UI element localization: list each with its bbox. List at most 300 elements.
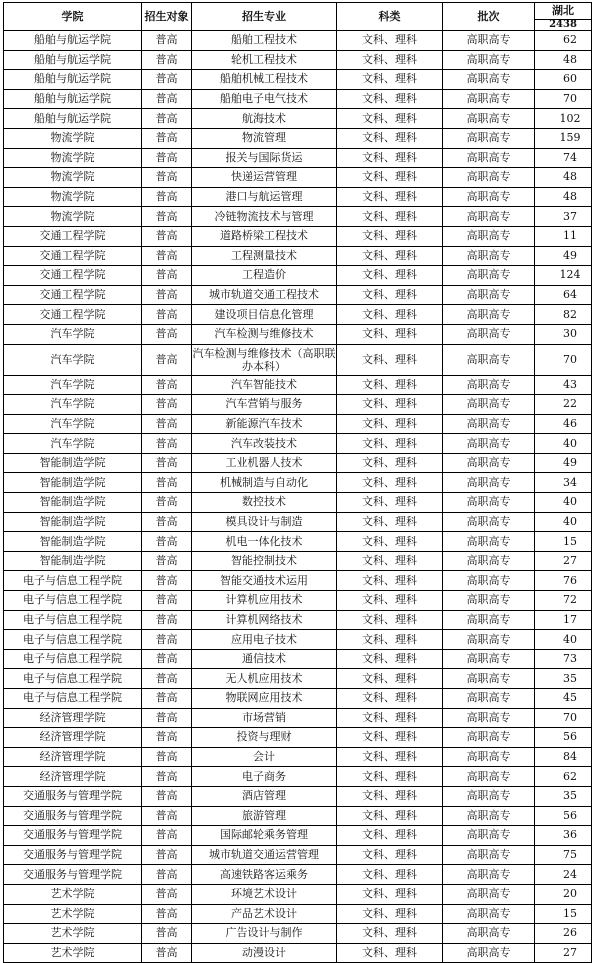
count-value: 17 — [563, 612, 577, 626]
batch-cell: 高职高专 — [443, 395, 535, 415]
college-cell: 电子与信息工程学院 — [4, 689, 142, 709]
college-cell: 经济管理学院 — [4, 767, 142, 787]
count-cell — [535, 512, 592, 532]
major-cell: 汽车改装技术 — [192, 434, 337, 454]
count-cell — [535, 434, 592, 454]
major-cell: 汽车智能技术 — [192, 375, 337, 395]
category-cell: 文科、理科 — [337, 924, 443, 944]
category-cell: 文科、理科 — [337, 689, 443, 709]
major-cell: 城市轨道交通运营管理 — [192, 845, 337, 865]
major-cell: 报关与国际货运 — [192, 148, 337, 168]
count-value: 76 — [563, 573, 577, 587]
table-row — [4, 904, 592, 924]
major-cell: 工业机器人技术 — [192, 453, 337, 473]
college-cell: 智能制造学院 — [4, 493, 142, 513]
category-cell: 文科、理科 — [337, 786, 443, 806]
table-row — [4, 434, 592, 454]
category-cell: 文科、理科 — [337, 473, 443, 493]
target-cell: 普高 — [142, 50, 192, 70]
batch-cell: 高职高专 — [443, 89, 535, 109]
target-cell: 普高 — [142, 512, 192, 532]
count-value: 36 — [563, 828, 577, 842]
batch-cell: 高职高专 — [443, 414, 535, 434]
count-value: 62 — [563, 769, 577, 783]
count-cell — [535, 532, 592, 552]
batch-cell: 高职高专 — [443, 344, 535, 375]
major-cell: 智能交通技术运用 — [192, 571, 337, 591]
table-row — [4, 532, 592, 552]
college-cell: 艺术学院 — [4, 904, 142, 924]
college-cell: 电子与信息工程学院 — [4, 571, 142, 591]
category-cell: 文科、理科 — [337, 395, 443, 415]
major-cell: 工程测量技术 — [192, 246, 337, 266]
table-row — [4, 31, 592, 51]
target-cell: 普高 — [142, 845, 192, 865]
batch-cell: 高职高专 — [443, 207, 535, 227]
batch-cell: 高职高专 — [443, 285, 535, 305]
major-cell: 汽车检测与维修技术 — [192, 324, 337, 344]
college-cell: 船舶与航运学院 — [4, 50, 142, 70]
target-header: 招生对象 — [142, 3, 192, 31]
target-cell: 普高 — [142, 324, 192, 344]
count-cell — [535, 630, 592, 650]
college-cell: 智能制造学院 — [4, 473, 142, 493]
major-cell: 船舶工程技术 — [192, 31, 337, 51]
batch-cell: 高职高专 — [443, 708, 535, 728]
major-cell: 应用电子技术 — [192, 630, 337, 650]
college-cell: 智能制造学院 — [4, 453, 142, 473]
count-value: 35 — [563, 671, 577, 685]
college-cell: 电子与信息工程学院 — [4, 669, 142, 689]
count-cell — [535, 207, 592, 227]
target-cell: 普高 — [142, 806, 192, 826]
count-cell — [535, 168, 592, 188]
category-cell: 文科、理科 — [337, 207, 443, 227]
category-cell: 文科、理科 — [337, 649, 443, 669]
batch-cell: 高职高专 — [443, 845, 535, 865]
batch-cell: 高职高专 — [443, 324, 535, 344]
major-cell: 港口与航运管理 — [192, 187, 337, 207]
major-cell: 市场营销 — [192, 708, 337, 728]
count-value: 27 — [563, 554, 577, 568]
category-cell: 文科、理科 — [337, 571, 443, 591]
college-cell: 交通服务与管理学院 — [4, 826, 142, 846]
batch-cell: 高职高专 — [443, 728, 535, 748]
college-cell: 交通工程学院 — [4, 285, 142, 305]
category-cell: 文科、理科 — [337, 532, 443, 552]
target-cell: 普高 — [142, 708, 192, 728]
batch-cell: 高职高专 — [443, 168, 535, 188]
count-cell — [535, 786, 592, 806]
count-value: 30 — [563, 327, 577, 341]
category-header: 科类 — [337, 3, 443, 31]
major-cell: 动漫设计 — [192, 943, 337, 963]
table-row — [4, 148, 592, 168]
college-cell: 艺术学院 — [4, 884, 142, 904]
count-value: 102 — [559, 111, 581, 125]
major-cell: 会计 — [192, 747, 337, 767]
category-cell: 文科、理科 — [337, 344, 443, 375]
count-cell — [535, 708, 592, 728]
target-cell: 普高 — [142, 786, 192, 806]
college-cell: 交通服务与管理学院 — [4, 865, 142, 885]
count-cell — [535, 826, 592, 846]
target-cell: 普高 — [142, 226, 192, 246]
college-cell: 艺术学院 — [4, 943, 142, 963]
major-cell: 数控技术 — [192, 493, 337, 513]
category-cell: 文科、理科 — [337, 826, 443, 846]
major-cell: 新能源汽车技术 — [192, 414, 337, 434]
table-row — [4, 453, 592, 473]
count-cell — [535, 884, 592, 904]
count-value: 22 — [563, 397, 577, 411]
province-total: 2438 — [535, 20, 592, 31]
college-cell: 汽车学院 — [4, 324, 142, 344]
college-cell: 交通工程学院 — [4, 305, 142, 325]
target-cell: 普高 — [142, 434, 192, 454]
target-cell: 普高 — [142, 187, 192, 207]
target-cell: 普高 — [142, 31, 192, 51]
count-cell — [535, 89, 592, 109]
count-value: 35 — [563, 789, 577, 803]
college-cell: 交通服务与管理学院 — [4, 806, 142, 826]
college-cell: 艺术学院 — [4, 924, 142, 944]
major-cell: 轮机工程技术 — [192, 50, 337, 70]
count-cell — [535, 689, 592, 709]
target-cell: 普高 — [142, 591, 192, 611]
category-cell: 文科、理科 — [337, 226, 443, 246]
college-cell: 交通服务与管理学院 — [4, 786, 142, 806]
category-cell: 文科、理科 — [337, 31, 443, 51]
college-cell: 智能制造学院 — [4, 532, 142, 552]
college-cell: 船舶与航运学院 — [4, 31, 142, 51]
count-value: 74 — [563, 150, 577, 164]
table-row — [4, 128, 592, 148]
batch-cell: 高职高专 — [443, 109, 535, 129]
table-row — [4, 630, 592, 650]
table-row — [4, 414, 592, 434]
major-cell: 物联网应用技术 — [192, 689, 337, 709]
table-row — [4, 649, 592, 669]
category-cell: 文科、理科 — [337, 904, 443, 924]
category-cell: 文科、理科 — [337, 285, 443, 305]
batch-cell: 高职高专 — [443, 591, 535, 611]
category-cell: 文科、理科 — [337, 767, 443, 787]
table-row — [4, 786, 592, 806]
major-cell: 计算机应用技术 — [192, 591, 337, 611]
college-cell: 交通工程学院 — [4, 246, 142, 266]
target-cell: 普高 — [142, 865, 192, 885]
batch-cell: 高职高专 — [443, 943, 535, 963]
table-row — [4, 473, 592, 493]
target-cell: 普高 — [142, 767, 192, 787]
count-cell — [535, 669, 592, 689]
college-cell: 汽车学院 — [4, 375, 142, 395]
table-row — [4, 845, 592, 865]
count-cell — [535, 493, 592, 513]
table-row — [4, 375, 592, 395]
count-cell — [535, 610, 592, 630]
target-cell: 普高 — [142, 551, 192, 571]
batch-cell: 高职高专 — [443, 669, 535, 689]
count-value: 46 — [563, 416, 577, 430]
target-cell: 普高 — [142, 344, 192, 375]
batch-cell: 高职高专 — [443, 50, 535, 70]
batch-cell: 高职高专 — [443, 551, 535, 571]
count-cell — [535, 70, 592, 90]
target-cell: 普高 — [142, 375, 192, 395]
count-value: 15 — [563, 906, 577, 920]
category-cell: 文科、理科 — [337, 708, 443, 728]
college-cell: 汽车学院 — [4, 434, 142, 454]
count-value: 75 — [563, 848, 577, 862]
major-cell: 汽车营销与服务 — [192, 395, 337, 415]
target-cell: 普高 — [142, 305, 192, 325]
batch-cell: 高职高专 — [443, 786, 535, 806]
college-cell: 经济管理学院 — [4, 708, 142, 728]
batch-cell: 高职高专 — [443, 649, 535, 669]
category-cell: 文科、理科 — [337, 434, 443, 454]
count-cell — [535, 285, 592, 305]
table-row — [4, 493, 592, 513]
target-cell: 普高 — [142, 884, 192, 904]
table-row — [4, 50, 592, 70]
major-cell: 冷链物流技术与管理 — [192, 207, 337, 227]
table-row — [4, 344, 592, 375]
category-cell: 文科、理科 — [337, 630, 443, 650]
table-row — [4, 324, 592, 344]
category-cell: 文科、理科 — [337, 324, 443, 344]
major-cell: 电子商务 — [192, 767, 337, 787]
table-row — [4, 285, 592, 305]
count-cell — [535, 187, 592, 207]
category-cell: 文科、理科 — [337, 414, 443, 434]
target-cell: 普高 — [142, 571, 192, 591]
category-cell: 文科、理科 — [337, 266, 443, 286]
count-value: 40 — [563, 514, 577, 528]
table-row — [4, 395, 592, 415]
college-cell: 智能制造学院 — [4, 512, 142, 532]
province-header: 湖北 — [535, 3, 592, 20]
major-cell: 快递运营管理 — [192, 168, 337, 188]
count-value: 40 — [563, 495, 577, 509]
target-cell: 普高 — [142, 128, 192, 148]
count-cell — [535, 50, 592, 70]
table-row — [4, 669, 592, 689]
batch-cell: 高职高专 — [443, 689, 535, 709]
count-value: 82 — [563, 307, 577, 321]
batch-cell: 高职高专 — [443, 434, 535, 454]
college-cell: 电子与信息工程学院 — [4, 649, 142, 669]
college-cell: 经济管理学院 — [4, 747, 142, 767]
category-cell: 文科、理科 — [337, 50, 443, 70]
table-row — [4, 109, 592, 129]
target-cell: 普高 — [142, 532, 192, 552]
major-cell: 无人机应用技术 — [192, 669, 337, 689]
college-cell: 交通服务与管理学院 — [4, 845, 142, 865]
count-cell — [535, 226, 592, 246]
major-cell: 环境艺术设计 — [192, 884, 337, 904]
major-cell: 智能控制技术 — [192, 551, 337, 571]
category-cell: 文科、理科 — [337, 806, 443, 826]
count-cell — [535, 924, 592, 944]
major-cell: 工程造价 — [192, 266, 337, 286]
major-cell: 产品艺术设计 — [192, 904, 337, 924]
count-value: 48 — [563, 52, 577, 66]
count-value: 34 — [563, 475, 577, 489]
batch-cell: 高职高专 — [443, 767, 535, 787]
count-value: 70 — [563, 352, 577, 366]
major-cell: 模具设计与制造 — [192, 512, 337, 532]
count-cell — [535, 806, 592, 826]
major-cell: 投资与理财 — [192, 728, 337, 748]
batch-header: 批次 — [443, 3, 535, 31]
major-cell: 建设项目信息化管理 — [192, 305, 337, 325]
target-cell: 普高 — [142, 493, 192, 513]
count-value: 40 — [563, 632, 577, 646]
batch-cell: 高职高专 — [443, 148, 535, 168]
batch-cell: 高职高专 — [443, 31, 535, 51]
target-cell: 普高 — [142, 168, 192, 188]
count-cell — [535, 344, 592, 375]
target-cell: 普高 — [142, 89, 192, 109]
table-row — [4, 168, 592, 188]
target-cell: 普高 — [142, 904, 192, 924]
category-cell: 文科、理科 — [337, 591, 443, 611]
college-cell: 物流学院 — [4, 168, 142, 188]
count-value: 40 — [563, 436, 577, 450]
major-cell: 国际邮轮乘务管理 — [192, 826, 337, 846]
college-cell: 汽车学院 — [4, 414, 142, 434]
target-cell: 普高 — [142, 689, 192, 709]
college-cell: 物流学院 — [4, 128, 142, 148]
major-cell: 广告设计与制作 — [192, 924, 337, 944]
table-row — [4, 266, 592, 286]
batch-cell: 高职高专 — [443, 187, 535, 207]
count-cell — [535, 246, 592, 266]
table-row — [4, 826, 592, 846]
college-cell: 电子与信息工程学院 — [4, 591, 142, 611]
count-value: 45 — [563, 691, 577, 705]
batch-cell: 高职高专 — [443, 70, 535, 90]
category-cell: 文科、理科 — [337, 187, 443, 207]
major-cell: 城市轨道交通工程技术 — [192, 285, 337, 305]
category-cell: 文科、理科 — [337, 70, 443, 90]
category-cell: 文科、理科 — [337, 375, 443, 395]
table-row — [4, 943, 592, 963]
table-row — [4, 689, 592, 709]
category-cell: 文科、理科 — [337, 493, 443, 513]
category-cell: 文科、理科 — [337, 943, 443, 963]
count-cell — [535, 728, 592, 748]
major-cell: 机械制造与自动化 — [192, 473, 337, 493]
table-row — [4, 610, 592, 630]
college-cell: 物流学院 — [4, 148, 142, 168]
enrollment-plan-table — [3, 2, 592, 963]
count-cell — [535, 453, 592, 473]
category-cell: 文科、理科 — [337, 168, 443, 188]
target-cell: 普高 — [142, 414, 192, 434]
count-cell — [535, 943, 592, 963]
table-row — [4, 865, 592, 885]
count-cell — [535, 649, 592, 669]
target-cell: 普高 — [142, 943, 192, 963]
count-cell — [535, 128, 592, 148]
category-cell: 文科、理科 — [337, 865, 443, 885]
category-cell: 文科、理科 — [337, 610, 443, 630]
target-cell: 普高 — [142, 109, 192, 129]
college-cell: 船舶与航运学院 — [4, 89, 142, 109]
batch-cell: 高职高专 — [443, 610, 535, 630]
batch-cell: 高职高专 — [443, 266, 535, 286]
table-row — [4, 551, 592, 571]
table-row — [4, 512, 592, 532]
category-cell: 文科、理科 — [337, 453, 443, 473]
target-cell: 普高 — [142, 630, 192, 650]
table-row — [4, 728, 592, 748]
college-cell: 汽车学院 — [4, 344, 142, 375]
major-cell: 通信技术 — [192, 649, 337, 669]
table-row — [4, 571, 592, 591]
batch-cell: 高职高专 — [443, 884, 535, 904]
major-cell: 船舶机械工程技术 — [192, 70, 337, 90]
major-cell: 汽车检测与维修技术（高职联办本科） — [192, 344, 337, 375]
target-cell: 普高 — [142, 728, 192, 748]
college-cell: 电子与信息工程学院 — [4, 630, 142, 650]
major-cell: 计算机网络技术 — [192, 610, 337, 630]
count-cell — [535, 375, 592, 395]
category-cell: 文科、理科 — [337, 128, 443, 148]
batch-cell: 高职高专 — [443, 806, 535, 826]
count-value: 62 — [563, 33, 577, 47]
table-body — [4, 31, 592, 963]
count-value: 49 — [563, 456, 577, 470]
college-cell: 汽车学院 — [4, 395, 142, 415]
count-cell — [535, 904, 592, 924]
table-row — [4, 884, 592, 904]
target-cell: 普高 — [142, 649, 192, 669]
count-value: 60 — [563, 72, 577, 86]
category-cell: 文科、理科 — [337, 148, 443, 168]
college-cell: 交通工程学院 — [4, 226, 142, 246]
category-cell: 文科、理科 — [337, 512, 443, 532]
count-value: 124 — [559, 268, 581, 282]
batch-cell: 高职高专 — [443, 924, 535, 944]
major-cell: 道路桥梁工程技术 — [192, 226, 337, 246]
table-row — [4, 187, 592, 207]
batch-cell: 高职高专 — [443, 747, 535, 767]
target-cell: 普高 — [142, 266, 192, 286]
table-row — [4, 767, 592, 787]
major-cell: 旅游管理 — [192, 806, 337, 826]
college-header: 学院 — [4, 3, 142, 31]
count-value: 72 — [563, 593, 577, 607]
count-cell — [535, 473, 592, 493]
count-value: 84 — [563, 750, 577, 764]
college-cell: 物流学院 — [4, 187, 142, 207]
count-cell — [535, 551, 592, 571]
count-cell — [535, 395, 592, 415]
count-cell — [535, 414, 592, 434]
college-cell: 交通工程学院 — [4, 266, 142, 286]
category-cell: 文科、理科 — [337, 747, 443, 767]
target-cell: 普高 — [142, 747, 192, 767]
count-value: 48 — [563, 170, 577, 184]
count-value: 24 — [563, 867, 577, 881]
table-row — [4, 246, 592, 266]
count-cell — [535, 747, 592, 767]
count-value: 37 — [563, 209, 577, 223]
